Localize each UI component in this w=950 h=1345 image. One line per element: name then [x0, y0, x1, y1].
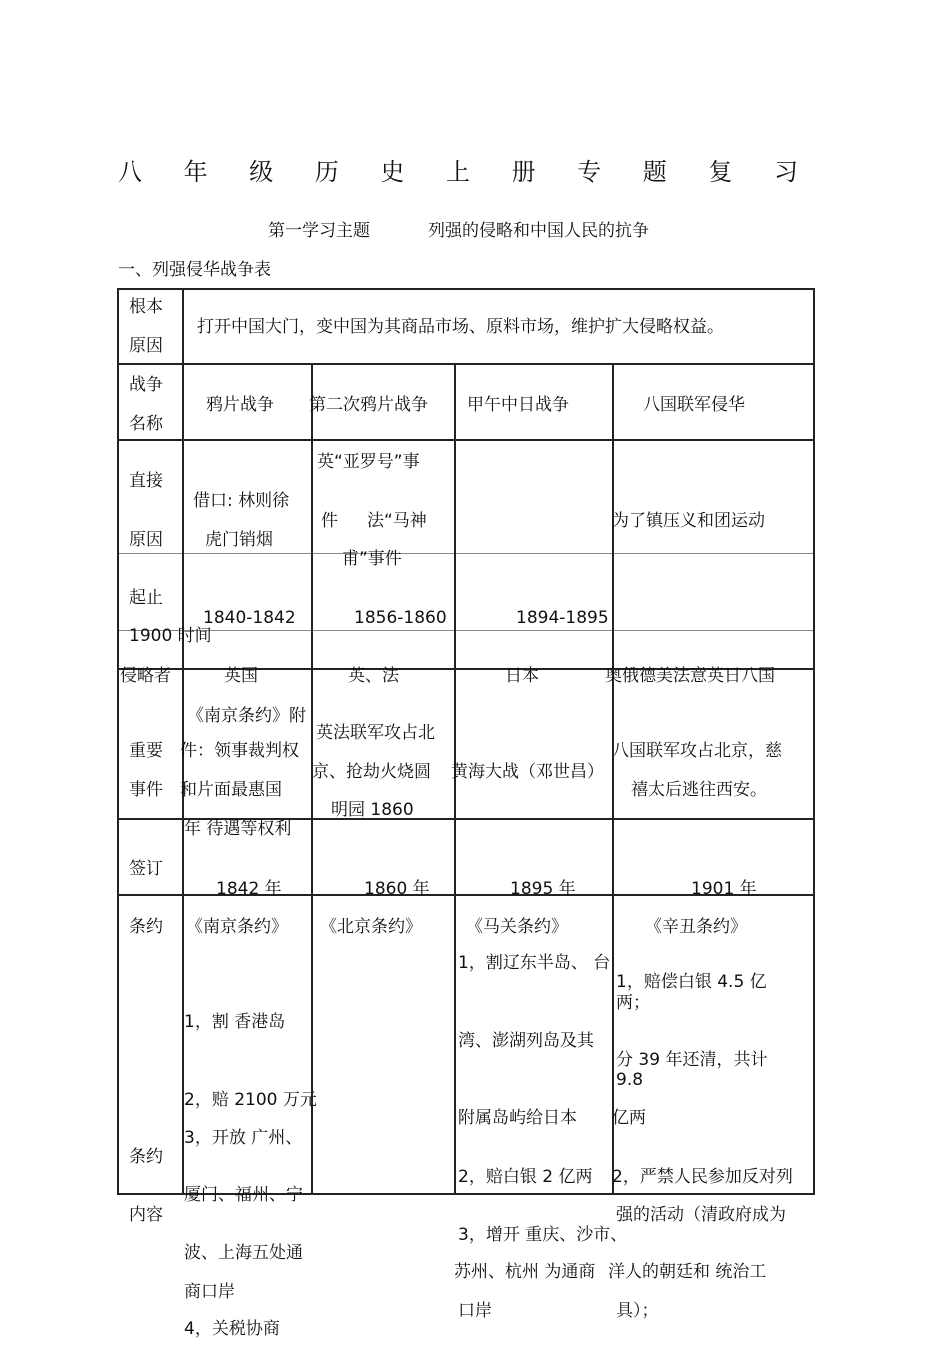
content-nanjing: 商口岸: [184, 1282, 235, 1302]
events-boxer: 八国联军攻占北京，慈: [612, 741, 782, 761]
title-char: 历: [314, 158, 339, 186]
title-char: 习: [773, 158, 798, 186]
row-label-period: 起止: [129, 588, 163, 608]
events-sino-japanese: 黄海大战（邓世昌）: [451, 762, 604, 782]
content-nanjing: 1，割 香港岛: [184, 1012, 286, 1032]
content-boxer-protocol: 两；: [616, 993, 650, 1013]
section-heading: 一、列强侵华战争表: [118, 260, 271, 280]
root-cause-text: 打开中国大门，变中国为其商品市场、原料市场，维护扩大侵略权益。: [197, 317, 724, 337]
table-rule: [117, 288, 119, 1195]
direct-cause-second-opium: 英“亚罗号”事: [317, 452, 420, 472]
table-rule: [117, 439, 815, 441]
content-shimonoseki: 口岸: [458, 1301, 492, 1321]
direct-cause-second-opium: 件: [321, 511, 338, 531]
war-name: 八国联军侵华: [643, 395, 745, 415]
content-shimonoseki: 附属岛屿给日本: [458, 1108, 577, 1128]
aggressor-value: 英、法: [348, 666, 399, 686]
content-boxer-protocol: 强的活动（清政府成为: [616, 1205, 786, 1225]
row-label-events: 重要: [129, 741, 163, 761]
row-label-content: 条约: [129, 1147, 163, 1167]
content-boxer-protocol: 具）；: [616, 1301, 659, 1321]
subtitle-topic: 列强的侵略和中国人民的抗争: [428, 221, 649, 241]
title-char: 史: [380, 158, 405, 186]
content-nanjing: 4，关税协商: [184, 1319, 280, 1339]
content-shimonoseki: 2，赔白银 2 亿两: [458, 1167, 593, 1187]
treaty-name: 《南京条约》: [186, 917, 288, 937]
treaty-name: 《马关条约》: [466, 917, 568, 937]
period-value: 1894-1895: [516, 608, 609, 628]
row-label-root-cause: 根本: [129, 297, 163, 317]
treaty-name: 《北京条约》: [320, 917, 422, 937]
table-rule: [117, 288, 815, 290]
content-shimonoseki: 3，增开 重庆、沙市、: [458, 1225, 628, 1245]
content-boxer-protocol: 分 39 年还清，共计: [616, 1050, 768, 1070]
signing-year: 1842 年: [216, 879, 282, 899]
events-opium: 《南京条约》附: [187, 706, 306, 726]
period-value: 1840-1842: [203, 608, 296, 628]
events-opium: 年 待遇等权利: [184, 819, 292, 839]
events-second-opium: 明园 1860: [331, 800, 414, 820]
events-second-opium: 英法联军攻占北: [316, 723, 435, 743]
title-char: 专: [577, 158, 602, 186]
row-label-war-name: 名称: [129, 414, 163, 434]
page-title: [118, 158, 798, 186]
row-label-aggressor: 侵略者: [120, 666, 171, 686]
table-rule: [117, 630, 815, 631]
row-label-war-name: 战争: [129, 375, 163, 395]
content-shimonoseki: 湾、澎湖列岛及其: [458, 1031, 594, 1051]
content-nanjing: 波、上海五处通: [184, 1243, 303, 1263]
content-nanjing: 2，赔 2100 万元: [184, 1090, 317, 1110]
title-char: 复: [708, 158, 733, 186]
row-label-root-cause: 原因: [129, 336, 163, 356]
direct-cause-second-opium: 甫”事件: [342, 549, 402, 569]
period-value: 1856-1860: [354, 608, 447, 628]
table-rule: [813, 288, 815, 1195]
aggressor-value: 奥俄德美法意英日八国: [605, 666, 775, 686]
war-name: 第二次鸦片战争: [309, 395, 428, 415]
aggressor-value: 日本: [505, 666, 539, 686]
content-boxer-protocol: 洋人的朝廷和 统治工: [608, 1262, 767, 1282]
row-label-signing: 签订: [129, 859, 163, 879]
title-char: 册: [511, 158, 536, 186]
content-boxer-protocol: 9.8: [616, 1070, 644, 1090]
table-rule: [117, 553, 815, 554]
treaty-name: 《辛丑条约》: [645, 917, 747, 937]
row-label-period: 1900 时间: [129, 626, 212, 646]
war-name: 甲午中日战争: [467, 395, 569, 415]
title-char: 级: [249, 158, 274, 186]
row-label-content: 内容: [129, 1205, 163, 1225]
subtitle-prefix: 第一学习主题: [268, 221, 370, 241]
war-name: 鸦片战争: [206, 395, 274, 415]
direct-cause-opium: 借口: 林则徐: [193, 491, 290, 511]
row-label-direct-cause: 直接: [129, 471, 163, 491]
direct-cause-second-opium: 法“马神: [367, 511, 427, 531]
signing-year: 1860 年: [364, 879, 430, 899]
title-char: 年: [183, 158, 208, 186]
direct-cause-boxer: 为了镇压义和团运动: [612, 511, 765, 531]
row-label-direct-cause: 原因: [129, 530, 163, 550]
events-second-opium: 京、抢劫火烧圆: [312, 762, 431, 782]
row-label-treaty: 条约: [129, 917, 163, 937]
title-char: 八: [118, 158, 142, 186]
direct-cause-opium: 虎门销烟: [205, 530, 273, 550]
content-shimonoseki: 苏州、杭州 为通商: [454, 1262, 596, 1282]
row-label-events: 事件: [129, 780, 163, 800]
content-nanjing: 3，开放 广州、: [184, 1128, 303, 1148]
events-opium: 和片面最惠国: [180, 780, 282, 800]
signing-year: 1895 年: [510, 879, 576, 899]
table-rule: [612, 363, 614, 1195]
aggressor-value: 英国: [224, 666, 258, 686]
content-nanjing: 厦门、福州、宁: [184, 1185, 303, 1205]
content-shimonoseki: 1，割辽东半岛、 台: [458, 953, 611, 973]
events-boxer: 禧太后逃往西安。: [631, 780, 767, 800]
events-opium: 件：领事裁判权: [180, 741, 299, 761]
title-char: 题: [642, 158, 667, 186]
title-char: 上: [445, 158, 470, 186]
signing-year: 1901 年: [691, 879, 757, 899]
content-boxer-protocol: 1，赔偿白银 4.5 亿: [616, 972, 767, 992]
content-boxer-protocol: 2，严禁人民参加反对列: [612, 1167, 793, 1187]
content-boxer-protocol: 亿两: [612, 1108, 646, 1128]
table-rule: [117, 363, 815, 365]
